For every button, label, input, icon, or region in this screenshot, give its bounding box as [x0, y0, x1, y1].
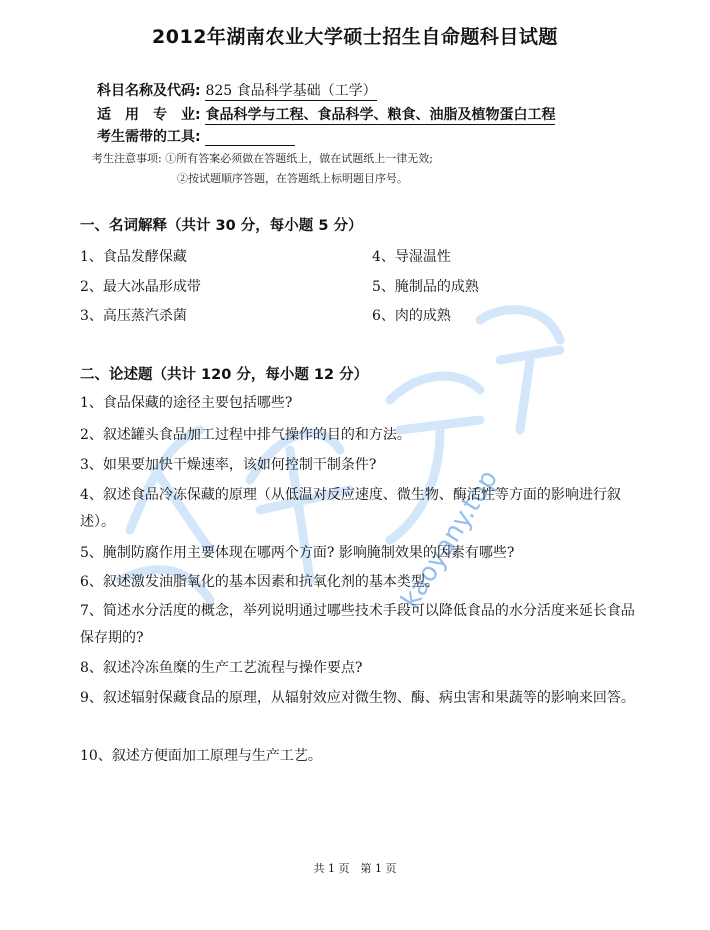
notes-item-2: ②按试题顺序答题，在答题纸上标明题目序号。: [177, 172, 408, 185]
term-item: 6、肉的成熟: [372, 308, 451, 324]
question-item: 9、叙述辐射保藏食品的原理，从辐射效应对微生物、酶、病虫害和果蔬等的影响来回答。: [80, 690, 635, 706]
term-item: 5、腌制品的成熟: [372, 279, 479, 295]
notes-line-1: [92, 150, 433, 166]
question-item: 5、腌制防腐作用主要体现在哪两个方面? 影响腌制效果的因素有哪些?: [80, 545, 515, 561]
question-item: 10、叙述方便面加工原理与生产工艺。: [80, 748, 322, 764]
notes-label: 考生注意事项:: [92, 152, 162, 165]
question-item: 3、如果要加快干燥速率，该如何控制干制条件?: [80, 457, 377, 473]
tools-blank: [205, 131, 295, 146]
watermark-url: kaoyany.top: [395, 464, 505, 614]
exam-title: 2012年湖南农业大学硕士招生自命题科目试题: [152, 26, 558, 48]
major-label: 适 用 专 业:: [97, 107, 201, 123]
section2-heading: 二、论述题（共计 120 分，每小题 12 分）: [80, 367, 369, 383]
term-item: 3、高压蒸汽杀菌: [80, 308, 187, 324]
question-item: 1、食品保藏的途径主要包括哪些?: [80, 395, 293, 411]
subject-label: 科目名称及代码:: [97, 83, 201, 99]
section1-heading: 一、名词解释（共计 30 分，每小题 5 分）: [80, 218, 363, 234]
subject-line: [97, 80, 377, 100]
question-item: 6、叙述激发油脂氧化的基本因素和抗氧化剂的基本类型。: [80, 574, 439, 590]
term-item: 2、最大冰晶形成带: [80, 279, 201, 295]
term-item: 4、导湿温性: [372, 249, 451, 265]
question-item: 4、叙述食品冷冻保藏的原理（从低温对反应速度、微生物、酶活性等方面的影响进行叙述）。: [80, 487, 621, 530]
question-item: 7、简述水分活度的概念，举列说明通过哪些技术手段可以降低食品的水分活度来延长食品保存期的?: [80, 603, 635, 646]
page-footer: 共 1 页 第 1 页: [313, 862, 397, 875]
notes-item-1: ①所有答案必须做在答题纸上，做在试题纸上一律无效;: [165, 152, 433, 165]
question-item: 2、叙述罐头食品加工过程中排气操作的目的和方法。: [80, 427, 411, 443]
term-item: 1、食品发酵保藏: [80, 249, 187, 265]
tools-label: 考生需带的工具:: [97, 129, 201, 145]
question-item: 8、叙述冷冻鱼糜的生产工艺流程与操作要点?: [80, 660, 363, 676]
major-line: [97, 104, 555, 124]
subject-value: 825 食品科学基础（工学）: [205, 83, 377, 99]
tools-line: [97, 126, 295, 146]
major-value: 食品科学与工程、食品科学、粮食、油脂及植物蛋白工程: [205, 107, 556, 123]
